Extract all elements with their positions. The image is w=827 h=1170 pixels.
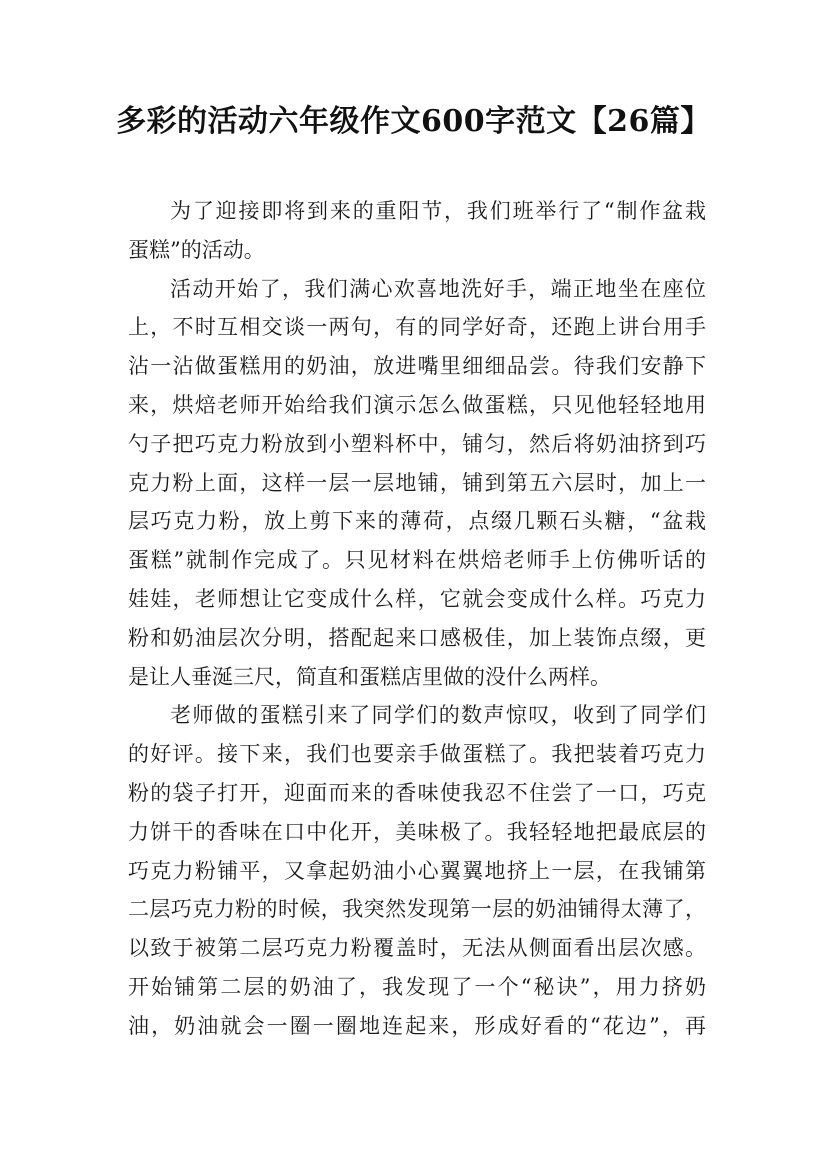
body-text-line: 蛋糕”的活动。	[128, 237, 265, 262]
body-text-line: 以致于被第二层巧克力粉覆盖时，无法从侧面看出层次感。	[128, 936, 706, 961]
body-text-line: 二层巧克力粉的时候，我突然发现第一层的奶油铺得太薄了，	[128, 897, 706, 922]
body-text-line: 沾一沾做蛋糕用的奶油，放进嘴里细细品尝。待我们安静下	[128, 354, 706, 379]
body-text-line: 活动开始了，我们满心欢喜地洗好手，端正地坐在座位	[170, 276, 706, 301]
document-title: 多彩的活动六年级作文600字范文【26篇】	[116, 104, 711, 139]
body-text-line: 老师做的蛋糕引来了同学们的数声惊叹，收到了同学们	[170, 703, 706, 728]
body-text-line: 娃娃，老师想让它变成什么样，它就会变成什么样。巧克力	[128, 586, 706, 611]
body-text-line: 蛋糕”就制作完成了。只见材料在烘焙老师手上仿佛听话的	[128, 548, 706, 573]
body-text-line: 油，奶油就会一圈一圈地连起来，形成好看的“花边”，再	[128, 1013, 706, 1038]
body-text-line: 为了迎接即将到来的重阳节，我们班举行了“制作盆栽	[170, 199, 706, 223]
body-text-line: 粉和奶油层次分明，搭配起来口感极佳，加上装饰点缀，更	[128, 625, 706, 650]
body-text-line: 层巧克力粉，放上剪下来的薄荷，点缀几颗石头糖，“盆栽	[128, 509, 706, 534]
document-body	[128, 192, 706, 1046]
body-text-line: 巧克力粉铺平，又拿起奶油小心翼翼地挤上一层，在我铺第	[128, 858, 706, 883]
body-text-line: 来，烘焙老师开始给我们演示怎么做蛋糕，只见他轻轻地用	[128, 392, 706, 417]
body-text-line: 粉的袋子打开，迎面而来的香味使我忍不住尝了一口，巧克	[128, 780, 706, 805]
body-text-line: 克力粉上面，这样一层一层地铺，铺到第五六层时，加上一	[128, 470, 706, 495]
body-text-line: 的好评。接下来，我们也要亲手做蛋糕了。我把装着巧克力	[128, 742, 706, 767]
body-text-line: 上，不时互相交谈一两句，有的同学好奇，还跑上讲台用手	[128, 315, 706, 340]
body-text-line: 是让人垂涎三尺，简直和蛋糕店里做的没什么两样。	[128, 664, 611, 689]
body-text-line: 开始铺第二层的奶油了，我发现了一个“秘诀”，用力挤奶	[128, 974, 706, 999]
body-text-line: 勺子把巧克力粉放到小塑料杯中，铺匀，然后将奶油挤到巧	[128, 431, 706, 456]
body-text-line: 力饼干的香味在口中化开，美味极了。我轻轻地把最底层的	[128, 819, 706, 844]
